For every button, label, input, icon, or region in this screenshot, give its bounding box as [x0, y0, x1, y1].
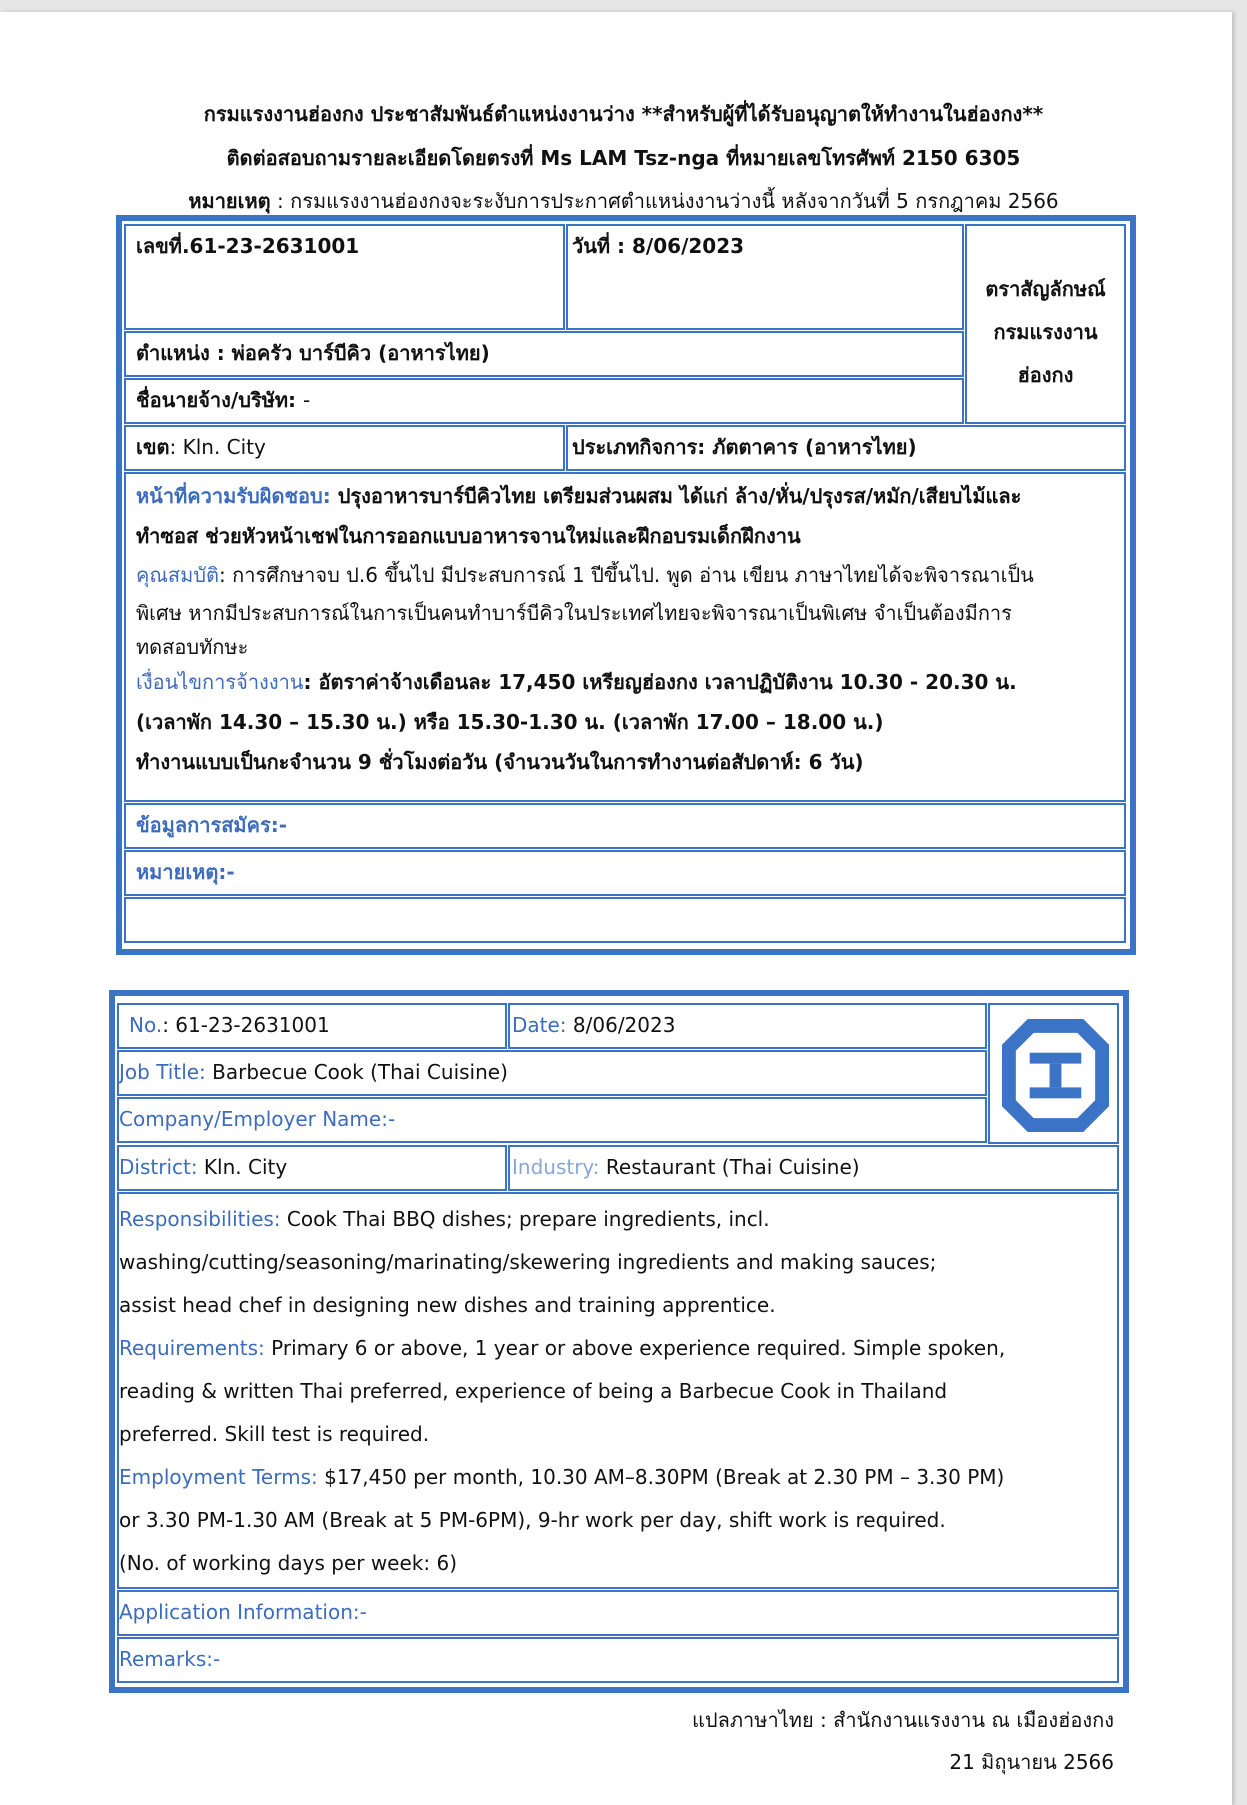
english-terms-label: Employment Terms: — [119, 1465, 318, 1489]
english-responsibilities-line-1: Cook Thai BBQ dishes; prepare ingredients, incl. — [280, 1207, 770, 1231]
english-company-cell — [117, 1097, 987, 1143]
english-responsibilities-line-2: washing/cutting/seasoning/marinating/skewering ingredients and making sauces; — [119, 1250, 937, 1274]
thai-industry-label: ประเภทกิจการ: — [572, 435, 713, 459]
english-number-label: No. — [129, 1013, 163, 1037]
english-job-title-cell — [117, 1050, 987, 1096]
thai-industry-value: ภัตตาคาร (อาหารไทย) — [712, 435, 917, 459]
english-district-value: Kln. City — [197, 1155, 288, 1179]
english-number-cell — [117, 1003, 507, 1049]
thai-employer-value: - — [303, 388, 311, 412]
english-industry-cell — [508, 1145, 1119, 1191]
labour-department-logo-icon — [996, 1011, 1115, 1140]
english-company-label: Company/Employer Name:- — [119, 1107, 396, 1131]
english-job-title-value: Barbecue Cook (Thai Cuisine) — [205, 1060, 508, 1084]
thai-employer-cell — [124, 378, 964, 424]
thai-position-label: ตำแหน่ง : — [136, 341, 232, 365]
thai-responsibilities-line-1: ปรุงอาหารบาร์บีคิวไทย เตรียมส่วนผสม ได้แก่ ล้าง/หั่น/ปรุงรส/หมัก/เสียบไม้และ — [337, 484, 1022, 508]
thai-number-label: เลขที่. — [136, 234, 190, 258]
english-terms-line-2: or 3.30 PM-1.30 AM (Break at 5 PM-6PM), 9-hr work per day, shift work is required. — [119, 1508, 946, 1532]
english-logo-cell — [988, 1003, 1119, 1144]
english-terms-line-3: (No. of working days per week: 6) — [119, 1551, 457, 1575]
english-district-label: District: — [119, 1155, 198, 1179]
thai-remarks-label: หมายเหตุ:- — [136, 860, 235, 884]
thai-date-cell — [566, 224, 964, 330]
thai-employer-label: ชื่อนายจ้าง/บริษัท: — [136, 388, 303, 412]
thai-requirements-label: คุณสมบัติ — [136, 563, 220, 587]
english-number-value: : 61-23-2631001 — [162, 1013, 330, 1037]
thai-terms-line-1: : อัตราค่าจ้างเดือนละ 17,450 เหรียญฮ่องกง เวลาปฏิบัติงาน 10.30 - 20.30 น. — [303, 670, 1017, 694]
thai-position-value: พ่อครัว บาร์บีคิว (อาหารไทย) — [231, 341, 490, 365]
thai-date-label: วันที่ : — [572, 234, 633, 258]
header-line-3 — [0, 185, 1247, 217]
thai-terms-label: เงื่อนไขการจ้างงาน — [136, 670, 304, 694]
english-remarks-label: Remarks:- — [119, 1647, 221, 1671]
thai-seal-line-1: ตราสัญลักษณ์ — [985, 277, 1106, 301]
english-details-cell — [117, 1192, 1119, 1589]
english-date-value: 8/06/2023 — [566, 1013, 676, 1037]
english-requirements-label: Requirements: — [119, 1336, 265, 1360]
footer-translator-line: แปลภาษาไทย : สำนักงานแรงงาน ณ เมืองฮ่องกง — [692, 1708, 1114, 1732]
thai-responsibilities-line-2: ทำซอส ช่วยหัวหน้าเชฟในการออกแบบอาหารจานใหม่และฝึกอบรมเด็กฝึกงาน — [136, 524, 801, 548]
english-industry-value: Restaurant (Thai Cuisine) — [599, 1155, 860, 1179]
header-line-1: กรมแรงงานฮ่องกง ประชาสัมพันธ์ตำแหน่งงานว่าง **สำหรับผู้ที่ได้รับอนุญาตให้ทำงานในฮ่องกง** — [203, 102, 1044, 126]
thai-remarks-cell — [124, 850, 1126, 896]
thai-seal-cell — [965, 224, 1126, 424]
thai-application-cell — [124, 803, 1126, 849]
thai-terms-line-2: (เวลาพัก 14.30 – 15.30 น.) หรือ 15.30-1.30 น. (เวลาพัก 17.00 – 18.00 น.) — [136, 710, 884, 734]
english-requirements-line-3: preferred. Skill test is required. — [119, 1422, 430, 1446]
thai-requirements-line-3: ทดสอบทักษะ — [136, 635, 249, 659]
thai-date-value: 8/06/2023 — [632, 234, 745, 258]
thai-position-cell — [124, 331, 964, 377]
english-application-label: Application Information:- — [119, 1600, 367, 1624]
thai-district-value: : Kln. City — [169, 435, 266, 459]
thai-application-label: ข้อมูลการสมัคร:- — [136, 813, 288, 837]
thai-number-cell — [124, 224, 565, 330]
thai-district-label: เขต — [136, 435, 170, 459]
english-terms-line-1: $17,450 per month, 10.30 AM–8.30PM (Break at 2.30 PM – 3.30 PM) — [317, 1465, 1005, 1489]
english-responsibilities-line-3: assist head chef in designing new dishes and training apprentice. — [119, 1293, 776, 1317]
header-note-text: : กรมแรงงานฮ่องกงจะระงับการประกาศตำแหน่งงานว่างนี้ หลังจากวันที่ 5 กรกฎาคม 2566 — [270, 189, 1059, 213]
thai-industry-cell — [566, 425, 1126, 471]
english-district-cell — [117, 1145, 507, 1191]
english-remarks-cell — [117, 1637, 1119, 1683]
thai-seal-line-3: ฮ่องกง — [1017, 363, 1074, 387]
english-requirements-line-2: reading & written Thai preferred, experience of being a Barbecue Cook in Thailand — [119, 1379, 948, 1403]
header-note-label: หมายเหตุ — [188, 189, 271, 213]
thai-seal-line-2: กรมแรงงาน — [993, 320, 1098, 344]
english-date-cell — [508, 1003, 987, 1049]
english-responsibilities-label: Responsibilities: — [119, 1207, 281, 1231]
thai-empty-row — [124, 897, 1126, 943]
thai-district-cell — [124, 425, 565, 471]
thai-requirements-line-2: พิเศษ หากมีประสบการณ์ในการเป็นคนทำบาร์บีคิวในประเทศไทยจะพิจารณาเป็นพิเศษ จำเป็นต้องมีการ — [136, 601, 1012, 625]
header-line-2: ติดต่อสอบถามรายละเอียดโดยตรงที่ Ms LAM Tsz-nga ที่หมายเลขโทรศัพท์ 2150 6305 — [226, 146, 1021, 170]
english-date-label: Date: — [512, 1013, 567, 1037]
thai-requirements-line-1: : การศึกษาจบ ป.6 ขึ้นไป มีประสบการณ์ 1 ปีขึ้นไป. พูด อ่าน เขียน ภาษาไทยได้จะพิจารณาเป็น — [219, 563, 1034, 587]
english-application-cell — [117, 1590, 1119, 1636]
english-industry-label: Industry: — [512, 1155, 600, 1179]
english-job-title-label: Job Title: — [119, 1060, 206, 1084]
english-requirements-line-1: Primary 6 or above, 1 year or above experience required. Simple spoken, — [264, 1336, 1006, 1360]
thai-terms-line-3: ทำงานแบบเป็นกะจำนวน 9 ชั่วโมงต่อวัน (จำนวนวันในการทำงานต่อสัปดาห์: 6 วัน) — [136, 750, 864, 774]
thai-number-value: 61-23-2631001 — [189, 234, 360, 258]
thai-details-cell — [124, 472, 1126, 802]
thai-responsibilities-label: หน้าที่ความรับผิดชอบ: — [136, 484, 338, 508]
footer-date-line: 21 มิถุนายน 2566 — [949, 1750, 1114, 1774]
